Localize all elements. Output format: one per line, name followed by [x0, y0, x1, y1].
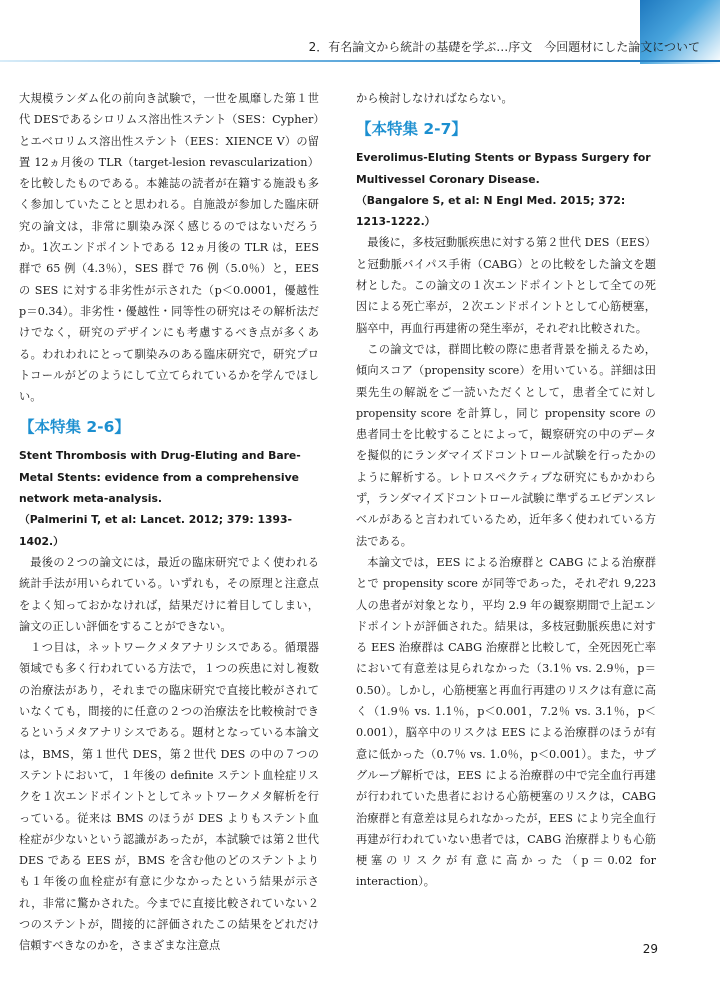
body-paragraph: この論文では，群間比較の際に患者背景を揃えるため，傾向スコア（propensity score）を用いている。詳細は田栗先生の解説をご一読いただくとして，患者全てに対し propensity score を計算し，同じ propensity score の患者同士を比較することによって，観察研究の中のデータを擬似的にランダマイズドコントロール試験を行ったかのように解析する。レトロスペクティブな研究にもかかわらず，ランダマイズドコントロール試験に準ずるエビデンスレベルがあると言われているため，近年多く使われている方法である。 [356, 342, 656, 548]
intro-paragraph: 大規模ランダム化の前向き試験で，一世を風靡した第１世代 DESであるシロリムス溶出性ステント（SES：Cypher）とエベロリムス溶出性ステント（EES：XIENCE V）の留置 12ヵ月後の TLR（target-lesion revascularization）を比較したものである。本雑誌の読者が在籍する施設も多く参加していたことと思われる。自施設が参加した臨床研究の論文は，非常に馴染み深く感じるのではないだろうか。1次エンドポイントである 12ヵ月後の TLR は，EES 群で 65 例（4.3％），SES 群で 76 例（5.0％）と，EESの SES に対する非劣性が示された（p＜0.0001，優越性 p＝0.34）。非劣性・優越性・同等性の研究はその解析法だけでなく，研究のデザインにも考慮するべき点が多くある。われわれにとって馴染みのある臨床研究で，研究プロトコールがどのようにして立てられているかを学んでほしい。 [19, 92, 319, 404]
page-number: 29 [642, 942, 658, 956]
paper-reference-2-7: （Bangalore S, et al: N Engl Med. 2015; 372: 1213-1222.） [356, 193, 626, 229]
right-column [356, 88, 656, 893]
left-column [19, 88, 319, 957]
body-paragraph: 最後に，多枝冠動脈疾患に対する第２世代 DES（EES）と冠動脈バイパス手術（CABG）との比較をした論文を題材とした。この論文の１次エンドポイントとして全ての死因による死亡率が，２次エンドポイントとして心筋梗塞，脳卒中，再血行再建術の発生率が，それぞれ比較された。 [356, 236, 656, 335]
paper-title-2-7: Everolimus-Eluting Stents or Bypass Surgery for Multivessel Coronary Disease. [356, 151, 651, 186]
body-paragraph: 最後の２つの論文には，最近の臨床研究でよく使われる統計手法が用いられている。いずれも，その原理と注意点をよく知っておかなければ，結果だけに着目してしまい，論文の正しい評価をすることができない。 [19, 555, 319, 633]
body-paragraph: 本論文では，EES による治療群と CABG による治療群とで propensity score が同等であった，それぞれ 9,223 人の患者が対象となり，平均 2.9 年の観察期間で上記エンドポイントが評価された。結果は，多枝冠動脈疾患に対する EES 治療群は CABG 治療群と比較して，全死因死亡率において有意差は見られなかった（3.1％ vs. 2.9％，p＝0.50）。しかし，心筋梗塞と再血行再建のリスクは有意に高く（1.9％ vs. 1.1％，p＜0.001，7.2％ vs. 3.1％，p＜0.001），脳卒中のリスクは EES による治療群のほうが有意に低かった（0.7％ vs. 1.0％，p＜0.001）。また，サブグループ解析では，EES による治療群の中で完全血行再建が行われていた患者における心筋梗塞のリスクは，CABG 治療群と有意差は見られなかったが，EES により完全血行再建が行われていない患者では，CABG 治療群よりも心筋梗塞のリスクが有意に高かった（p＝0.02 for interaction）。 [356, 555, 656, 889]
section-heading-2-7: 【本特集 2-7】 [356, 120, 467, 139]
running-header: 2．有名論文から統計の基礎を学ぶ…序文 今回題材にした論文について [308, 40, 700, 54]
continued-text: から検討しなければならない。 [356, 92, 513, 105]
section-heading-2-6: 【本特集 2-6】 [19, 418, 130, 437]
paper-reference-2-6: （Palmerini T, et al: Lancet. 2012; 379: 1393-1402.） [19, 513, 293, 548]
paper-title-2-6: Stent Thrombosis with Drug-Eluting and Bare-Metal Stents: evidence from a comprehensive network meta-analysis. [19, 449, 301, 506]
header-rule [0, 60, 720, 62]
body-paragraph: １つ目は，ネットワークメタアナリシスである。循環器領域でも多く行われている方法で，１つの疾患に対し複数の治療法があり，それまでの臨床研究で直接比較がされていなくても，間接的に任意の２つの治療法を比較検討できるというメタアナリシスである。題材となっている本論文は，BMS，第１世代 DES，第２世代 DES の中の７つのステントにおいて，１年後の definite ステント血栓症リスクを１次エンドポイントとしてネットワークメタ解析を行っている。従来は BMS のほうが DES よりもステント血栓症が少ないという認識があったが，本試験では第２世代 DES である EES が，BMS を含む他のどのステントよりも１年後の血栓症が有意に少なかったという結果が示され，非常に驚かされた。今までに直接比較されていない２つのステントが，間接的に評価されたこの結果をどれだけ信頼すべきなのかを，さまざまな注意点 [19, 641, 319, 953]
